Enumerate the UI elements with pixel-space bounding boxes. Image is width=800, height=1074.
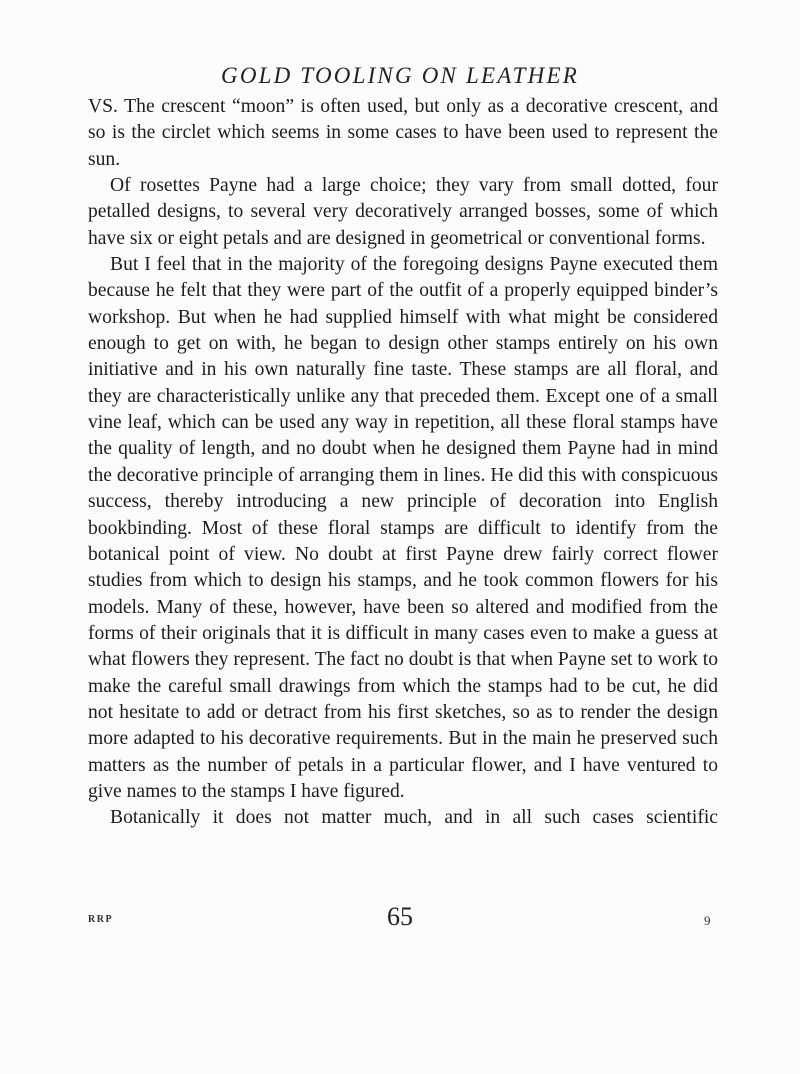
paragraph: Of rosettes Payne had a large choice; they vary from small dotted, four petalled designs, to several very decoratively arranged bosses, some of which have six or eight petals and are designed in geometrical or conventional forms. (88, 175, 718, 249)
gathering-number: 9 (704, 913, 711, 928)
paragraph: Botanically it does not matter much, and in all such cases scientific (110, 807, 718, 829)
body-text (88, 94, 718, 832)
paragraph: VS. The crescent “moon” is often used, but only as a decorative crescent, and so is the circlet which seems in some cases to have been used to represent the sun. (88, 96, 718, 170)
signature-mark: RRP (88, 914, 114, 925)
paragraph: But I feel that in the majority of the foregoing designs Payne executed them because he felt that they were part of the outfit of a properly equipped binder’s workshop. But when he had supplied himself with what might be considered enough to get on with, he began to design other stamps entirely on his own initiative and in his own naturally fine taste. These stamps are all floral, and they are characteristically unlike any that preceded them. Except one of a small vine leaf, which can be used any way in repetition, all these floral stamps have the quality of length, and no doubt when he designed them Payne had in mind the decorative principle of arranging them in lines. He did this with conspicuous success, thereby introducing a new principle of decoration into English bookbinding. Most of these floral stamps are difficult to identify from the botanical point of view. No doubt at first Payne drew fairly correct flower studies from which to design his stamps, and he took common flowers for his models. Many of these, however, have been so altered and modified from the forms of their originals that it is difficult in many cases even to make a guess at what flowers they represent. The fact no doubt is that when Payne set to work to make the careful small drawings from which the stamps had to be cut, he did not hesitate to add or detract from his first sketches, so as to render the design more adapted to his decorative requirements. But in the main he preserved such matters as the number of petals in a particular flower, and I have ventured to give names to the stamps I have figured. (88, 254, 718, 802)
page-number: 65 (387, 902, 413, 931)
running-head: GOLD TOOLING ON LEATHER (221, 63, 579, 88)
page-footer (0, 902, 800, 938)
